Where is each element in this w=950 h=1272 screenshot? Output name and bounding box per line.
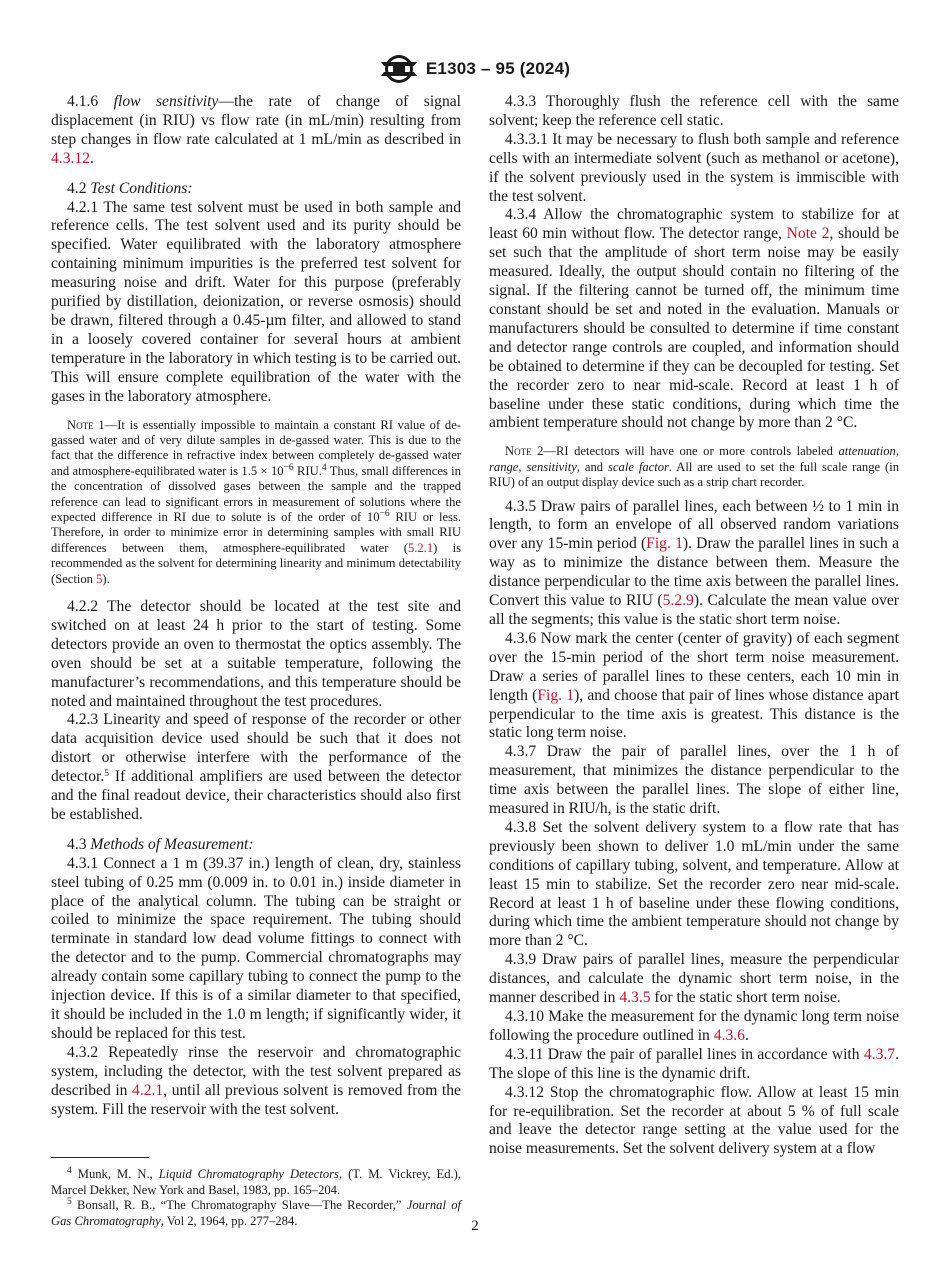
link-4-3-6[interactable]: 4.3.6 [713,1026,745,1044]
link-4-2-1[interactable]: 4.2.1 [132,1081,164,1099]
paragraph-4-3-5: 4.3.5 Draw pairs of parallel lines, each between ½ to 1 min in length, to form an envelope of all observed random variations over any 15-min period (Fig. 1). Draw the parallel lines in such a way as to minimize the distance between them. Measure the distance perpendicular to the time axis between the parallel lines. Convert this value to RIU (5.2.9). Calculate the mean value over all the segments; this value is the static short term noise. [489,497,899,628]
link-fig-1-b[interactable]: Fig. 1 [537,686,575,704]
paragraph-4-2-3: 4.2.3 Linearity and speed of response of the recorder or other data acquisition device used should be such that it does not distort or otherwise interfere with the performance of the detector.$^5$ If additional amplifiers are used between the detector and the final readout device, their characteristics should also first be established. [51,711,461,823]
link-4-3-12[interactable]: 4.3.12 [51,149,90,167]
note-1: Note 1—It is essentially impossible to maintain a constant RI value of de-gassed water and of very dilute samples in de-gassed water. This is due to the fact that the difference in refractive index between completely de-gassed water and atmosphere-equilibrated water is $1.5 \times 10^{-6}$ RIU.$^4$ Thus, small differences in the concentration of dissolved gases between the sample and the trapped reference can lead to significant errors in measurement of solutions where the expected difference in RI due to solute is of the order of $10^{-6}$ RIU or less. Therefore, in order to minimize error in determining samples with small RIU differences between them, atmosphere-equilibrated water (5.2.1) is recommended as the solvent for determining linearity and minimum detectability (Section 5). [51,417,462,586]
link-fig-1[interactable]: Fig. 1 [646,535,683,553]
paragraph-4-3-7: 4.3.7 Draw the pair of parallel lines, over the 1 h of measurement, that minimizes the distance perpendicular to the time axis between the parallel lines. The slope of either line, measured in RIU/h, is the static drift. [489,743,899,818]
footnote-4: $^4$ Munk, M. N., Liquid Chromatography Detectors, (T. M. Vickrey, Ed.), Marcel Dekker, New York and Basel, 1983, pp. 165–204. [51,1166,461,1197]
paragraph-4-3-3: 4.3.3 Thoroughly flush the reference cell with the same solvent; keep the reference cell static. [489,93,899,129]
section-heading-4-2: 4.2 Test Conditions: [67,179,193,197]
left-column [51,93,461,1229]
paragraph-4-3-1: 4.3.1 Connect a 1 m (39.37 in.) length of clean, dry, stainless steel tubing of 0.25 mm (0.009 in. to 0.01 in.) inside diameter in place of the analytical column. The tubing can be straight or coiled to minimize the space requirement. The tubing should terminate in standard low dead volume fittings to connect with the detector and to the pump. Commercial chromatographs may already contain some capillary tubing to connect the pump to the injection device. If this is of a similar diameter to that specified, it should be included in the 1.0 m length; if significantly wider, it should be replaced for this test. [51,854,461,1042]
link-note-2[interactable]: Note 2 [786,225,830,243]
page-number: 2 [471,1218,479,1234]
document-designation: E1303 – 95 (2024) [425,59,571,78]
paragraph-4-3-4: 4.3.4 Allow the chromatographic system to stabilize for at least 60 min without flow. The detector range, Note 2, should be set such that the amplitude of short term noise may be easily measured. Ideally, the output should contain no filtering of the signal. If the filtering cannot be turned off, the minimum time constant should be set and noted in the evaluation. Manuals or manufacturers should be consulted to determine if time constant and detector range controls are coupled, and information should be obtained to determine if they can be decoupled for testing. Set the recorder zero to near mid-scale. Record at least 1 h of baseline under these static conditions, during which time the ambient temperature should not change by more than 2 °C. [489,206,899,432]
paragraph-4-3-2: 4.3.2 Repeatedly rinse the reservoir and chromatographic system, including the detector, with the test solvent prepared as described in 4.2.1, until all previous solvent is removed from the system. Fill the reservoir with the test solvent. [51,1043,461,1118]
page-header [0,52,950,86]
paragraph-4-3-9: 4.3.9 Draw pairs of parallel lines, measure the perpendicular distances, and calculate the dynamic short term noise, in the manner described in 4.3.5 for the static short term noise. [489,951,899,1007]
footnote-5: $^5$ Bonsall, R. B., “The Chromatography Slave—The Recorder,” Journal of Gas Chromatography, Vol 2, 1964, pp. 277–284. [51,1197,461,1228]
link-4-3-5[interactable]: 4.3.5 [619,989,651,1007]
link-5-2-9[interactable]: 5.2.9 [662,592,694,610]
paragraph-4-3-12: 4.3.12 Stop the chromatographic flow. Allow at least 15 min for re-equilibration. Set the recorder at about 5 % of full scale and leave the detector range setting at the value used for the noise measurements. Set the solvent delivery system at a flow [489,1083,899,1158]
paragraph-4-3-3-1: 4.3.3.1 It may be necessary to flush both sample and reference cells with an intermediate solvent (such as methanol or acetone), if the solvent previously used in the system is immiscible with the test solvent. [489,130,899,205]
paragraph-4-3-6: 4.3.6 Now mark the center (center of gravity) of each segment over the 15-min period of the short term noise measurement. Draw a series of parallel lines to these centers, each 10 min in length (Fig. 1), and choose that pair of lines whose distance apart perpendicular to the time axis is greatest. This distance is the static long term noise. [489,629,899,742]
paragraph-4-2-1: 4.2.1 The same test solvent must be used in both sample and reference cells. The test solvent used and its purity should be specified. Water equilibrated with the laboratory atmosphere containing minimum impurities is the preferred test solvent for measuring noise and drift. Water for this purpose (preferably purified by distillation, deionization, or reverse osmosis) should be drawn, filtered through a 0.45-µm filter, and allowed to stand in a loosely covered container for several hours at ambient temperature in the laboratory in which testing is to be carried out. This will ensure complete equilibration of the water with the gases in the laboratory atmosphere. [51,198,461,405]
paragraph-4-2-2: 4.2.2 The detector should be located at the test site and switched on at least 24 h prior to the start of testing. Some detectors provide an oven to thermostat the optics assembly. The oven should be set at a suitable temperature, following the manufacturer’s recommendations, and this temperature should be noted and maintained throughout the test procedures. [51,597,461,710]
paragraph-4-3-8: 4.3.8 Set the solvent delivery system to a flow rate that has previously been shown to deliver 1.0 mL/min under the same conditions of capillary tubing, solvent, and temperature. Allow at least 15 min to stabilize. Set the recorder zero near mid-scale. Record at least 1 h of baseline under these flowing conditions, during which time the ambient temperature should not change by more than 2 °C. [489,818,899,950]
link-5-2-1[interactable]: 5.2.1 [407,540,434,555]
paragraph-4-3-10: 4.3.10 Make the measurement for the dynamic long term noise following the procedure outlined in 4.3.6. [489,1008,899,1044]
section-heading-4-3: 4.3 Methods of Measurement: [67,835,254,853]
link-4-3-7[interactable]: 4.3.7 [863,1045,896,1063]
note-2: Note 2—RI detectors will have one or more controls labeled attenuation, range, sensitivity, and scale factor. All are used to set the full scale range (in RIU) of an output display device such as a strip chart recorder. [489,444,899,490]
right-column [489,93,899,1159]
footnote-rule [51,1157,149,1158]
astm-logo-icon [380,52,418,86]
paragraph-4-3-11: 4.3.11 Draw the pair of parallel lines in accordance with 4.3.7. The slope of this line is the dynamic drift. [489,1045,899,1082]
paragraph-4-1-6: 4.1.6 flow sensitivity—the rate of change of signal displacement (in RIU) vs flow rate (in mL/min) resulting from step changes in flow rate calculated at 1 mL/min as described in 4.3.12. [51,93,462,167]
link-section-5[interactable]: 5 [96,571,103,586]
